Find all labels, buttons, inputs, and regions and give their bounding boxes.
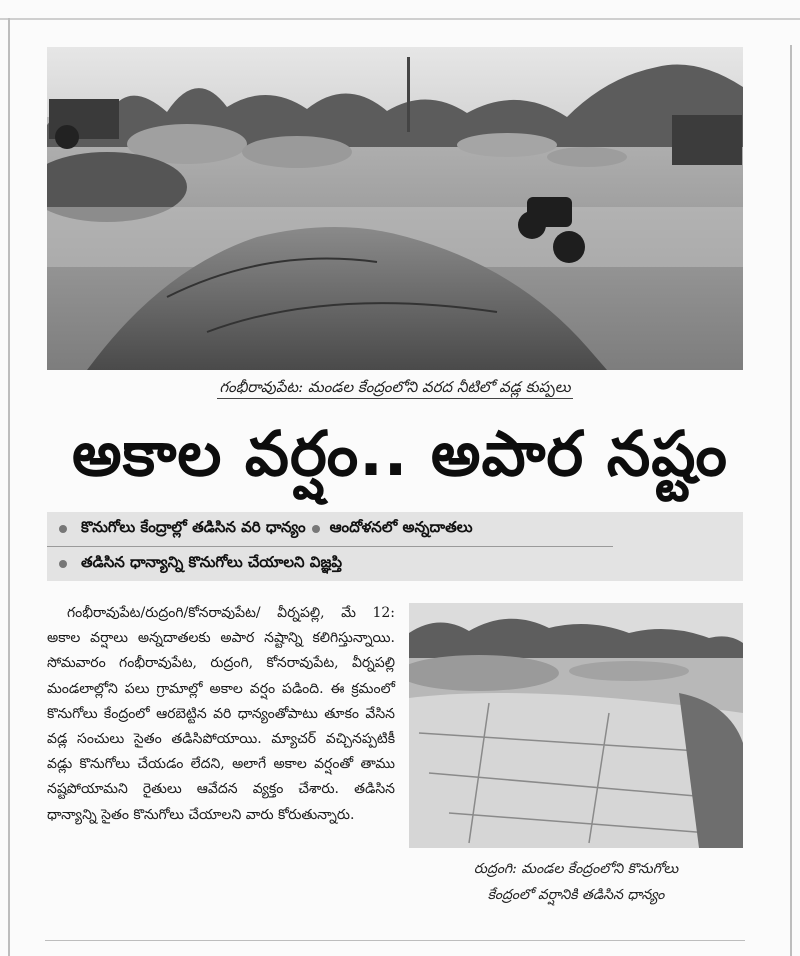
bullet-item-3: తడిసిన ధాన్యాన్ని కొనుగోలు చేయాలని విజ్ఞప్తి <box>81 553 343 571</box>
bullet-item-1: కొనుగోలు కేంద్రాల్లో తడిసిన వరి ధాన్యం <box>81 518 306 536</box>
right-column-rule <box>790 45 792 956</box>
headline: అకాల వర్షం.. అపార నష్టం <box>72 417 728 490</box>
bullet-dot-icon <box>312 525 320 533</box>
photo-side-caption <box>409 856 743 908</box>
top-rule <box>0 18 800 20</box>
bullet-row-2 <box>47 546 613 581</box>
photo-purchase-center-grain <box>409 603 743 848</box>
photo-wet-paddy-heaps <box>47 47 743 370</box>
article-body: గంభీరావుపేట/రుద్రంగి/కోనరావుపేట/ వీర్నపల్లి, మే 12: అకాల వర్షాలు అన్నదాతలకు అపార నష్టాన్ని కలిగిస్తున్నాయి. సోమవారం గంభీరావుపేట, రుద్రంగి, కోనరావుపేట, వీర్నపల్లి మండలాల్లోని పలు గ్రామాల్లో అకాల వర్షం పడింది. ఈ క్రమంలో కొనుగోలు కేంద్రంలో ఆరబెట్టిన వరి ధాన్యంతోపాటు తూకం వేసిన వడ్ల సంచులు సైతం తడిసిపోయాయి. మ్యాచర్ వచ్చినప్పటికీ వడ్లు కొనుగోలు చేయడం లేదని, అలాగే అకాల వర్షంతో తాము నష్టపోయామని రైతులు ఆవేదన వ్యక్తం చేశారు. తడిసిన ధాన్యాన్ని సైతం కొనుగోలు చేయాలని వారు కోరుతున్నారు. <box>47 605 395 823</box>
bullet-dot-icon <box>59 525 67 533</box>
bullet-item-2: ఆందోళనలో అన్నదాతలు <box>329 518 473 536</box>
photo-side-caption-line-1: రుద్రంగి: మండల కేంద్రంలోని కొనుగోలు <box>473 861 679 877</box>
bullet-dot-icon <box>59 560 67 568</box>
left-column-rule <box>8 18 10 956</box>
photo-main-caption-text: గంభీరావుపేట: మండల కేంద్రంలోని వరద నీటిలో వడ్ల కుప్పలు <box>217 378 572 399</box>
photo-main-caption <box>47 378 743 400</box>
subheadline-bullets <box>47 512 743 581</box>
bullet-row-1 <box>47 512 743 546</box>
photo-side-caption-line-2: కేంద్రంలో వర్షానికి తడిసిన ధాన్యం <box>487 887 665 903</box>
bottom-rule <box>45 940 745 941</box>
